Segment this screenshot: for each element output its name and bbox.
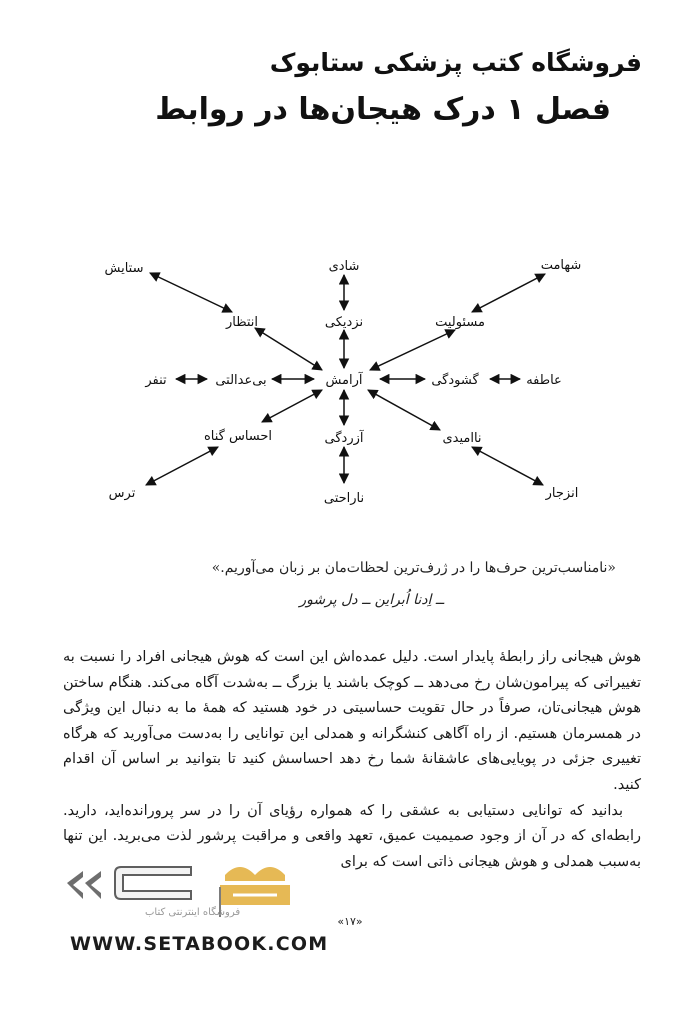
watermark (55, 855, 695, 965)
chapter-title: فصل ۱ درک هیجان‌ها در روابط (155, 92, 611, 127)
node-biedalati: بی‌عدالتی (215, 373, 267, 388)
node-narahati: ناراحتی (323, 491, 365, 506)
node-tanafor: تنفر (145, 373, 167, 388)
node-naomidi: ناامیدی (442, 431, 482, 446)
node-azordegi: آزردگی (324, 431, 364, 446)
body-paragraph-2: بدانید که توانایی دستیابی به عشقی را که همواره رؤیای آن را در سر پرورانده‌اید، دارید. رابطه‌ای که در آن از وجود صمیمیت عمیق، تعهد واقعی و مراقبت پرشور لذت می‌برید. این تنها به‌سبب همدلی و هوش هیجانی ذاتی است که برای (63, 802, 641, 870)
quote-text: «نامناسب‌ترین حرف‌ها را در ژرف‌ترین لحظات‌مان بر زبان می‌آوریم.» (211, 560, 616, 576)
node-goshoudegi: گشودگی (431, 373, 479, 388)
arrow-ehsasgonah-tars (146, 447, 218, 485)
body-paragraph-1: هوش هیجانی راز رابطهٔ پایدار است. دلیل عمده‌اش این است که هوش هیجانی افراد را نسبت به تغییراتی که پیرامون‌شان رخ می‌دهد ــ کوچک باشند یا بزرگ ــ به‌شدت آگاه می‌کند. هنگام ساختن هوش هیجانی‌تان، صرفاً در حال تقویت حساسیتی در خود هستید که همهٔ ما به دنبال این ویژگی در همسرمان هستیم. از راه آگاهی کنشگرانه و همدلی این توانایی را به‌دست می‌آورید که هرگاه تغییری جزئی در پویایی‌های عاشقانهٔ شما رخ دهد احساسش کنید تا بتوانید بر اساس آن اقدام کنید. (63, 649, 641, 793)
node-shadi: شادی (328, 259, 360, 274)
watermark-tagline: فروشگاه اینترنتی کتاب (145, 907, 241, 918)
node-entezar: انتظار (225, 315, 259, 330)
node-tars: ترس (108, 486, 136, 501)
node-shahamat: شهامت (540, 258, 582, 273)
body-text (63, 645, 641, 875)
arrow-aramesh-ehsasgonah (262, 390, 322, 422)
node-satayesh: ستایش (104, 261, 144, 276)
arrow-naomidi-enzejar (472, 447, 543, 485)
page-number: «۱۷» (337, 915, 363, 928)
quote-author: ــ اِدنا اُبراین ــ دل پرشور (299, 592, 444, 608)
node-enzejar: انزجار (545, 486, 579, 501)
arrow-masouliat-aramesh (370, 330, 455, 370)
watermark-url[interactable]: WWW.SETABOOK.COM (70, 933, 329, 955)
arrow-shahamat-masouliat (472, 274, 545, 312)
arrow-aramesh-naomidi (368, 390, 440, 430)
node-nazdiki: نزدیکی (324, 315, 364, 330)
arrow-entezar-aramesh (255, 328, 322, 370)
node-atefe: عاطفه (526, 373, 562, 388)
node-masouliat: مسئولیت (435, 315, 485, 330)
node-ehsas-gonah: احساس گناه (203, 429, 273, 444)
store-title: فروشگاه کتب پزشکی ستابوک (269, 48, 642, 77)
arrow-satayesh-entezar (150, 273, 232, 312)
node-aramesh: آرامش (325, 373, 363, 388)
